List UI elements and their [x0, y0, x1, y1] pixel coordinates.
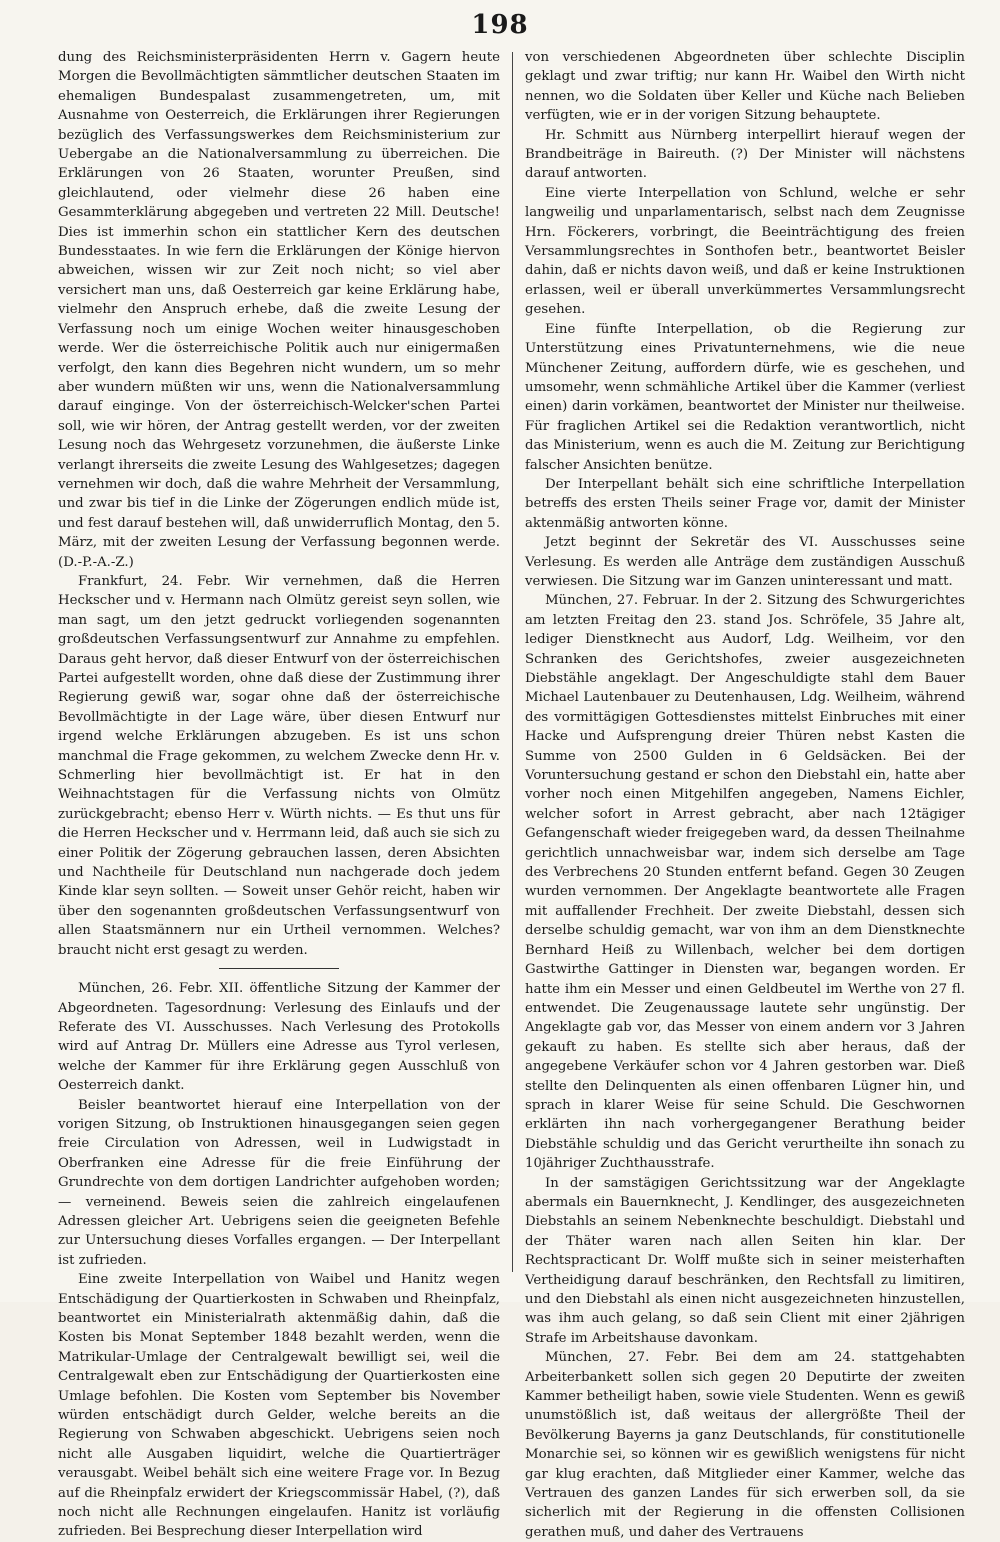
paragraph: Eine fünfte Interpellation, ob die Regierung zur Unterstützung eines Privatunternehmens, wie die neue Münchener Zeitung, auffordern dürfe, wie es geschehen, und umsomehr, wenn schmähliche Artikel über die Kammer (verliest einen) darin vorkämen, beantwortet der Minister nur theilweise. Für fraglichen Artikel sei die Redaktion verantwortlich, nicht das Ministerium, wenn es auch die M. Zeitung zur Berichtigung falscher Ansichten benütze.	[525, 321, 965, 473]
paragraph: Der Interpellant behält sich eine schriftliche Interpellation betreffs des ersten Theils seiner Frage vor, damit der Minister aktenmäßig antworten könne.	[525, 476, 965, 531]
right-column	[525, 48, 965, 1540]
left-column	[58, 48, 500, 1540]
paragraph: Beisler beantwortet hierauf eine Interpellation von der vorigen Sitzung, ob Instruktionen hinausgegangen seien gegen freie Circulation von Adressen, weil in Ludwigstadt in Oberfranken eine Adresse für die freie Einführung der Grundrechte von dem dortigen Landrichter aufgehoben worden; — verneinend. Beweis seien die zahlreich eingelaufenen Adressen gleicher Art. Uebrigens seien die geeigneten Befehle zur Untersuchung dieses Vorfalles ergangen. — Der Interpellant ist zufrieden.	[58, 1097, 500, 1268]
paragraph: Frankfurt, 24. Febr. Wir vernehmen, daß die Herren Heckscher und v. Hermann nach Olmütz gereist seyn sollen, wie man sagt, um den jetzt gedruckt vorliegenden sogenannten großdeutschen Verfassungsentwurf zur Annahme zu empfehlen. Daraus geht hervor, daß dieser Entwurf von der österreichischen Partei aufgestellt worden, ohne daß diese der Zustimmung ihrer Regierung gewiß war, sogar ohne daß der österreichische Bevollmächtigte in der Lage wäre, über diesen Entwurf nur irgend welche Erklärungen abzugeben. Es ist uns schon manchmal die Frage gekommen, zu welchem Zwecke denn Hr. v. Schmerling hier bevollmächtigt ist. Er hat in den Weihnachtstagen für die Verfassung nichts von Olmütz zurückgebracht; ebenso Herr v. Würth nichts. — Es thut uns für die Herren Heckscher und v. Herrmann leid, daß auch sie sich zu einer Politik der Zögerung gebrauchen lassen, deren Absichten und Nachtheile für Deutschland nun nachgerade doch jedem Kinde klar seyn sollten. — Soweit unser Gehör reicht, haben wir über den sogenannten großdeutschen Verfassungsentwurf von allen Staatsmännern nur ein Urtheil vernommen. Welches? braucht nicht erst gesagt zu werden.	[58, 573, 500, 958]
paragraph: dung des Reichsministerpräsidenten Herrn v. Gagern heute Morgen die Bevollmächtigten sämmtlicher deutschen Staaten im ehemaligen Bundespalast zusammengetreten, um, mit Ausnahme von Oesterreich, die Erklärungen ihrer Regierungen bezüglich des Verfassungswerkes dem Reichsministerium zur Uebergabe an die Nationalversammlung zu überreichen. Die Erklärungen von 26 Staaten, worunter Preußen, sind gleichlautend, oder vielmehr diese 26 haben eine Gesammterklärung abgegeben und vertreten 22 Mill. Deutsche! Dies ist immerhin schon ein stattlicher Kern des deutschen Bundesstaates. In wie fern die Erklärungen der Könige hiervon abweichen, wissen wir zur Zeit noch nicht; so viel aber versichert man uns, daß Oesterreich gar keine Erklärung habe, vielmehr den Anspruch erhebe, daß die zweite Lesung der Verfassung noch um einige Wochen weiter hinausgeschoben werde. Wer die österreichische Politik auch nur einigermaßen verfolgt, den kann dies Begehren nicht wundern, um so mehr aber wundern müßten wir uns, wenn die Nationalversammlung darauf einginge. Von der österreichisch-Welcker'schen Partei soll, wie wir hören, der Antrag gestellt werden, vor der zweiten Lesung noch das Wehrgesetz vorzunehmen, die äußerste Linke verlangt ihrerseits die zweite Lesung des Wahlgesetzes; dagegen vernehmen wir doch, daß die wahre Mehrheit der Versammlung, und zwar bis tief in die Linke der Zögerungen endlich müde ist, und fest darauf bestehen will, daß unwiderruflich Montag, den 5. März, mit der zweiten Lesung der Verfassung begonnen werde. (D.-P.-A.-Z.)	[58, 50, 500, 570]
paragraph: Jetzt beginnt der Sekretär des VI. Ausschusses seine Verlesung. Es werden alle Anträge dem zuständigen Ausschuß verwiesen. Die Sitzung war im Ganzen uninteressant und matt.	[525, 535, 965, 589]
paragraph: Hr. Schmitt aus Nürnberg interpellirt hierauf wegen der Brandbeiträge in Baireuth. (?) Der Minister will nächstens darauf antworten.	[525, 127, 965, 182]
paragraph: Eine vierte Interpellation von Schlund, welche er sehr langweilig und unparlamentarisch, selbst nach dem Zeugnisse Hrn. Föckerers, vorbringt, die Beeinträchtigung des freien Versammlungsrechtes in Sonthofen betr., beantwortet Beisler dahin, daß er nichts davon weiß, und daß er keine Instruktionen erlassen, weil er überall unverkümmertes Versammlungsrecht gesehen.	[525, 185, 965, 318]
page-number: 198	[471, 10, 529, 40]
paragraph: München, 27. Febr. Bei dem am 24. stattgehabten Arbeiterbankett sollen sich gegen 20 Deputirte der zweiten Kammer betheiligt haben, sowie viele Studenten. Wenn es gewiß unumstößlich ist, daß weitaus der allergrößte Theil der Bevölkerung Bayerns ja ganz Deutschlands, für constitutionelle Monarchie sei, so können wir es gewißlich wenigstens für nicht gar klug erachten, daß Mitglieder einer Kammer, welche das Vertrauen des ganzen Landes für sich erwerben soll, da sie sicherlich mit der Regierung in die offensten Collisionen gerathen muß, und daher des Vertrauens	[525, 1350, 965, 1540]
paragraph: München, 27. Februar. In der 2. Sitzung des Schwurgerichtes am letzten Freitag den 23. stand Jos. Schröfele, 35 Jahre alt, lediger Dienstknecht aus Audorf, Ldg. Weilheim, vor den Schranken des Gerichtshofes, zweier ausgezeichneten Diebstähle angeklagt. Der Angeschuldigte stahl dem Bauer Michael Lautenbauer zu Deutenhausen, Ldg. Weilheim, während des vormittägigen Gottesdienstes mittelst Einbruches mit einer Hacke und Aufsprengung dreier Thüren nebst Kasten die Summe von 2500 Gulden in 6 Geldsäcken. Bei der Voruntersuchung gestand er schon den Diebstahl ein, hatte aber vorher noch einen Mitgehilfen angegeben, Namens Eichler, welcher sofort in Arrest gebracht, aber nach 12tägiger Gefangenschaft wieder freigegeben ward, da dessen Theilnahme gerichtlich unnachweisbar war, indem sich derselbe am Tage des Verbrechens 20 Stunden entfernt befand. Gegen 30 Zeugen wurden vernommen. Der Angeklagte beantwortete alle Fragen mit auffallender Frechheit. Der zweite Diebstahl, dessen sich derselbe schuldig gemacht, war von ihm an dem Dienstknechte Bernhard Heiß zu Willenbach, welcher bei dem dortigen Gastwirthe Gattinger in Diensten war, begangen worden. Er hatte ihm ein Messer und einen Geldbeutel im Werthe von 27 fl. entwendet. Die Zeugenaussage lautete sehr ungünstig. Der Angeklagte gab vor, das Messer von einem andern vor 3 Jahren gekauft zu haben. Es stellte sich aber heraus, daß der angegebene Verkäufer schon vor 4 Jahren gestorben war. Dieß stellte den Delinquenten als einen offenbaren Lügner hin, und sprach in klarer Weise für seine Schuld. Die Geschwornen erklärten ihn nach vorhergegangener Berathung beider Diebstähle schuldig und das Gericht verurtheilte ihn sonach zu 10jähriger Zuchthausstrafe.	[525, 593, 965, 1172]
paragraph: von verschiedenen Abgeordneten über schlechte Disciplin geklagt und zwar triftig; nur kann Hr. Waibel den Wirth nicht nennen, wo die Soldaten über Keller und Küche nach Belieben verfügten, wie er in der vorigen Sitzung behauptete.	[525, 50, 965, 124]
paragraph: In der samstägigen Gerichtssitzung war der Angeklagte abermals ein Bauernknecht, J. Kendlinger, des ausgezeichneten Diebstahls an seinem Nebenknechte beschuldigt. Diebstahl und der Thäter waren nach allen Seiten hin klar. Der Rechtspracticant Dr. Wolff mußte sich in seiner meisterhaften Vertheidigung darauf beschränken, den Rechtsfall zu limitiren, und den Diebstahl als einen nicht ausgezeichneten hinzustellen, was ihm auch gelang, so daß sein Client mit einer 2jährigen Strafe im Arbeitshause davonkam.	[525, 1175, 965, 1346]
column-divider	[512, 52, 513, 1272]
paragraph: Eine zweite Interpellation von Waibel und Hanitz wegen Entschädigung der Quartierkosten in Schwaben und Rheinpfalz, beantwortet ein Ministerialrath aktenmäßig dahin, daß die Kosten bis Monat September 1848 bezahlt werden, wenn die Matrikular-Umlage der Centralgewalt bewilligt sei, weil die Centralgewalt eben zur Entschädigung der Quartierkosten eine Umlage befohlen. Die Kosten vom September bis November würden entschädigt durch Gelder, welche bereits an die Regierung von Schwaben abgeschickt. Uebrigens seien noch nicht alle Ausgaben liquidirt, welche die Quartierträger verausgabt. Weibel behält sich eine weitere Frage vor. In Bezug auf die Rheinpfalz erwidert der Kriegscommissär Habel, (?), daß noch nicht alle Rechnungen eingelaufen. Hanitz ist vorläufig zufrieden. Bei Besprechung dieser Interpellation wird	[58, 1272, 500, 1540]
section-divider	[219, 968, 339, 969]
paragraph: München, 26. Febr. XII. öffentliche Sitzung der Kammer der Abgeordneten. Tagesordnung: Verlesung des Einlaufs und der Referate des VI. Ausschusses. Nach Verlesung des Protokolls wird auf Antrag Dr. Müllers eine Adresse aus Tyrol verlesen, welche der Kammer für ihre Erklärung gegen Ausschluß von Oesterreich dankt.	[58, 981, 500, 1094]
